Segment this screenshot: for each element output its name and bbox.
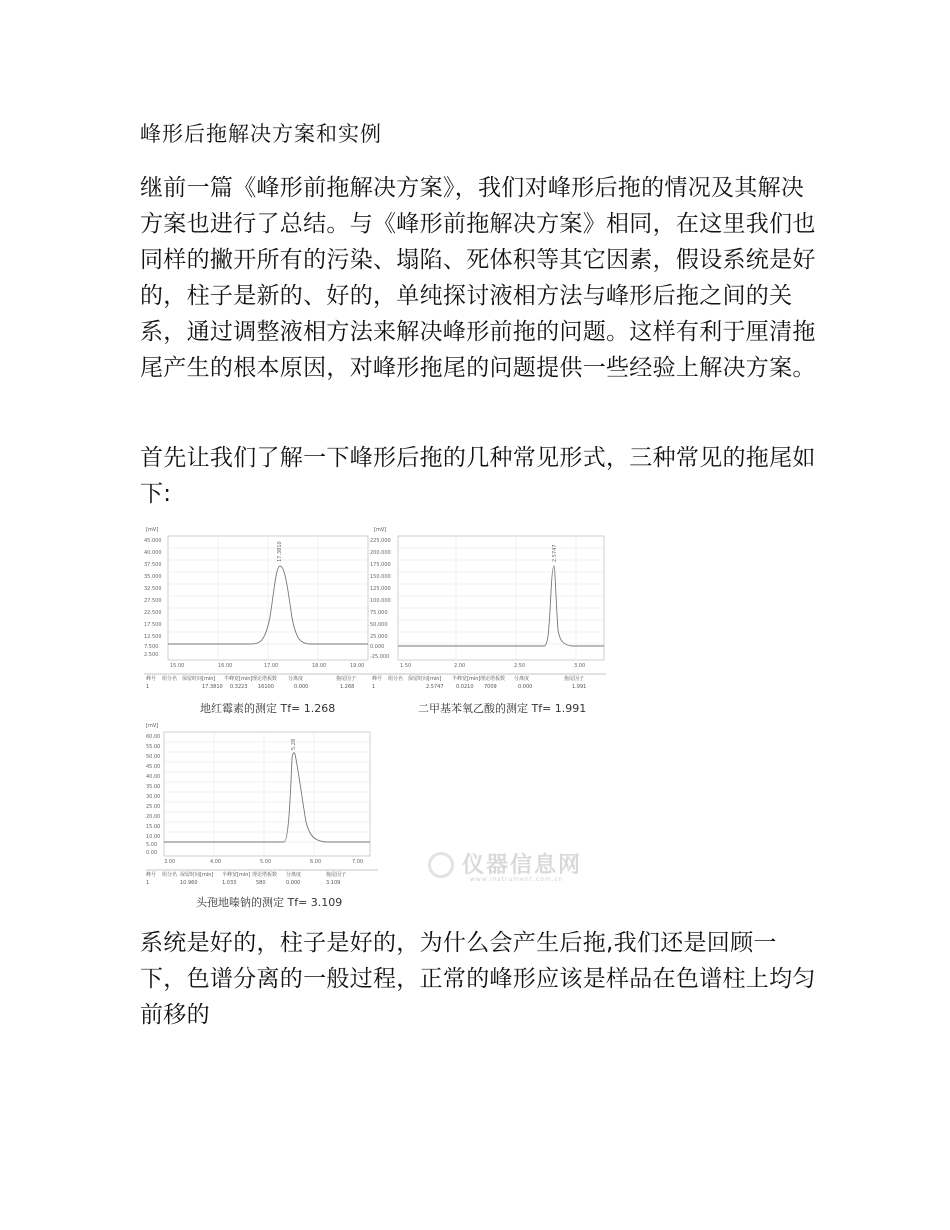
svg-text:3.00: 3.00 bbox=[164, 859, 176, 865]
svg-text:3.109: 3.109 bbox=[326, 880, 341, 886]
chromatogram-cefodizime bbox=[140, 718, 380, 890]
svg-text:理论塔板数: 理论塔板数 bbox=[252, 676, 278, 682]
figure-1-table-row bbox=[146, 684, 354, 690]
figure-3-peak-trace bbox=[164, 753, 370, 842]
paragraph-tailing-forms: 首先让我们了解一下峰形后拖的几种常见形式，三种常见的拖尾如下: bbox=[140, 445, 816, 507]
paragraph-system-good: 系统是好的，柱子是好的，为什么会产生后拖,我们还是回顾一下，色谱分离的一般过程，正常的峰形应该是样品在色谱柱上均匀前移的 bbox=[140, 930, 816, 1028]
svg-text:0.000: 0.000 bbox=[518, 684, 533, 690]
svg-text:-25.000: -25.000 bbox=[370, 654, 390, 660]
svg-text:7.00: 7.00 bbox=[352, 859, 364, 865]
figure-1-caption: 地红霉素的测定 Tf= 1.268 bbox=[200, 702, 336, 715]
svg-text:1: 1 bbox=[146, 684, 150, 690]
svg-text:27.500: 27.500 bbox=[144, 598, 162, 604]
figure-2-y-ticks bbox=[370, 538, 391, 660]
svg-text:55.00: 55.00 bbox=[146, 744, 161, 750]
svg-text:6.00: 6.00 bbox=[310, 859, 322, 865]
svg-text:225.000: 225.000 bbox=[370, 538, 391, 544]
svg-text:1.033: 1.033 bbox=[222, 880, 237, 886]
svg-text:25.00: 25.00 bbox=[146, 804, 161, 810]
svg-text:分离度: 分离度 bbox=[288, 676, 304, 682]
svg-text:拖尾因子: 拖尾因子 bbox=[336, 676, 357, 682]
figure-1-peak-label: 17.3810 bbox=[277, 541, 283, 562]
watermark-logo-icon bbox=[428, 852, 454, 878]
svg-text:17.00: 17.00 bbox=[264, 663, 279, 669]
svg-text:1.50: 1.50 bbox=[400, 663, 412, 669]
svg-text:拖尾因子: 拖尾因子 bbox=[564, 676, 585, 682]
svg-text:0.00: 0.00 bbox=[146, 850, 158, 856]
svg-text:19.00: 19.00 bbox=[350, 663, 365, 669]
svg-text:1: 1 bbox=[146, 880, 150, 886]
svg-text:150.000: 150.000 bbox=[370, 574, 391, 580]
figure-3-x-ticks bbox=[164, 859, 363, 865]
svg-text:0.000: 0.000 bbox=[286, 880, 301, 886]
figure-3-unit: [mV] bbox=[146, 723, 159, 729]
figure-1-x-ticks bbox=[170, 663, 364, 669]
svg-text:35.000: 35.000 bbox=[144, 574, 162, 580]
figure-1-grid bbox=[168, 536, 368, 660]
svg-text:7009: 7009 bbox=[484, 684, 497, 690]
svg-text:1.268: 1.268 bbox=[340, 684, 355, 690]
svg-text:40.000: 40.000 bbox=[144, 550, 162, 556]
svg-text:3.00: 3.00 bbox=[574, 663, 586, 669]
svg-text:60.00: 60.00 bbox=[146, 734, 161, 740]
svg-text:5.00: 5.00 bbox=[260, 859, 272, 865]
figure-2-x-ticks bbox=[400, 663, 585, 669]
svg-text:17.3810: 17.3810 bbox=[202, 684, 223, 690]
svg-text:半峰宽[min]: 半峰宽[min] bbox=[222, 872, 251, 878]
svg-text:7.500: 7.500 bbox=[144, 644, 159, 650]
svg-text:组分名: 组分名 bbox=[388, 676, 404, 682]
chromatogram-dimethylphenoxyacetic bbox=[368, 522, 608, 694]
svg-text:50.00: 50.00 bbox=[146, 754, 161, 760]
svg-text:30.00: 30.00 bbox=[146, 794, 161, 800]
svg-text:16100: 16100 bbox=[258, 684, 274, 690]
svg-text:2.500: 2.500 bbox=[144, 652, 159, 658]
svg-text:200.000: 200.000 bbox=[370, 550, 391, 556]
figure-3-y-ticks bbox=[146, 734, 160, 856]
svg-text:分离度: 分离度 bbox=[286, 872, 302, 878]
svg-text:保留时间[min]: 保留时间[min] bbox=[182, 676, 216, 682]
svg-text:保留时间[min]: 保留时间[min] bbox=[408, 676, 442, 682]
svg-text:45.00: 45.00 bbox=[146, 764, 161, 770]
svg-text:16.00: 16.00 bbox=[218, 663, 233, 669]
svg-text:理论塔板数: 理论塔板数 bbox=[252, 872, 278, 878]
svg-text:17.500: 17.500 bbox=[144, 622, 162, 628]
paragraph-intro: 继前一篇《峰形前拖解决方案》，我们对峰形后拖的情况及其解决方案也进行了总结。与《峰形前拖解决方案》相同，在这里我们也同样的撇开所有的污染、塌陷、死体积等其它因素，假设系统是好的，柱子是新的、好的，单纯探讨液相方法与峰形后拖之间的关系，通过调整液相方法来解决峰形前拖的问题。这样有利于厘清拖尾产生的根本原因，对峰形拖尾的问题提供一些经验上解决方案。 bbox=[140, 175, 816, 381]
svg-text:理论塔板数: 理论塔板数 bbox=[480, 676, 506, 682]
svg-text:半峰宽[min]: 半峰宽[min] bbox=[224, 676, 253, 682]
svg-text:0.000: 0.000 bbox=[294, 684, 309, 690]
svg-text:40.00: 40.00 bbox=[146, 774, 161, 780]
figure-3-table-row bbox=[146, 880, 340, 886]
svg-text:32.500: 32.500 bbox=[144, 586, 162, 592]
svg-text:组分名: 组分名 bbox=[162, 676, 178, 682]
figure-2-peak-label: 2.5747 bbox=[552, 544, 558, 562]
svg-text:22.500: 22.500 bbox=[144, 610, 162, 616]
document-title: 峰形后拖解决方案和实例 bbox=[140, 122, 382, 146]
figure-3-peak-label: 5.28 bbox=[291, 738, 297, 750]
svg-text:2.50: 2.50 bbox=[514, 663, 526, 669]
figure-3-table-header bbox=[146, 871, 346, 878]
figure-2-caption: 二甲基苯氧乙酸的测定 Tf= 1.991 bbox=[418, 702, 587, 715]
chromatogram-erythromycin bbox=[140, 522, 370, 694]
svg-text:2.5747: 2.5747 bbox=[426, 684, 444, 690]
svg-text:拖尾因子: 拖尾因子 bbox=[326, 872, 347, 878]
svg-text:50.000: 50.000 bbox=[370, 622, 388, 628]
svg-text:20.00: 20.00 bbox=[146, 814, 161, 820]
figure-2-table-row bbox=[372, 684, 586, 690]
svg-text:组分名: 组分名 bbox=[162, 872, 178, 878]
svg-text:4.00: 4.00 bbox=[210, 859, 222, 865]
svg-text:25.000: 25.000 bbox=[370, 634, 388, 640]
figure-1-unit: [mV] bbox=[146, 527, 159, 533]
figure-1-y-ticks bbox=[144, 538, 162, 658]
figure-3-caption: 头孢地嗪钠的测定 Tf= 3.109 bbox=[196, 896, 343, 909]
svg-text:125.000: 125.000 bbox=[370, 586, 391, 592]
svg-text:12.500: 12.500 bbox=[144, 634, 162, 640]
svg-text:0.0210: 0.0210 bbox=[456, 684, 474, 690]
svg-text:10.960: 10.960 bbox=[180, 880, 198, 886]
figure-1-table-header bbox=[146, 675, 356, 682]
svg-text:1: 1 bbox=[372, 684, 376, 690]
svg-text:175.000: 175.000 bbox=[370, 562, 391, 568]
svg-text:分离度: 分离度 bbox=[514, 676, 530, 682]
svg-text:18.00: 18.00 bbox=[312, 663, 327, 669]
svg-text:0.000: 0.000 bbox=[370, 644, 385, 650]
svg-text:2.00: 2.00 bbox=[454, 663, 466, 669]
watermark-url: www.instrument.com.cn bbox=[470, 876, 564, 883]
svg-text:45.000: 45.000 bbox=[144, 538, 162, 544]
svg-text:保留时间[min]: 保留时间[min] bbox=[180, 872, 214, 878]
svg-text:37.500: 37.500 bbox=[144, 562, 162, 568]
svg-text:0.3223: 0.3223 bbox=[230, 684, 248, 690]
svg-text:10.00: 10.00 bbox=[146, 834, 161, 840]
svg-text:峰号: 峰号 bbox=[146, 676, 157, 682]
svg-text:峰号: 峰号 bbox=[146, 872, 157, 878]
svg-text:5.00: 5.00 bbox=[146, 842, 158, 848]
svg-text:半峰宽[min]: 半峰宽[min] bbox=[452, 676, 481, 682]
figure-2-unit: [mV] bbox=[374, 527, 387, 533]
svg-text:75.000: 75.000 bbox=[370, 610, 388, 616]
svg-text:35.00: 35.00 bbox=[146, 784, 161, 790]
svg-text:15.00: 15.00 bbox=[146, 824, 161, 830]
svg-text:100.000: 100.000 bbox=[370, 598, 391, 604]
svg-text:580: 580 bbox=[256, 880, 266, 886]
figure-2-peak-trace bbox=[398, 566, 604, 646]
watermark-text: 仪器信息网 bbox=[462, 853, 583, 878]
svg-text:15.00: 15.00 bbox=[170, 663, 185, 669]
svg-text:峰号: 峰号 bbox=[372, 676, 383, 682]
figure-2-table-header bbox=[372, 675, 584, 682]
svg-text:1.991: 1.991 bbox=[572, 684, 587, 690]
